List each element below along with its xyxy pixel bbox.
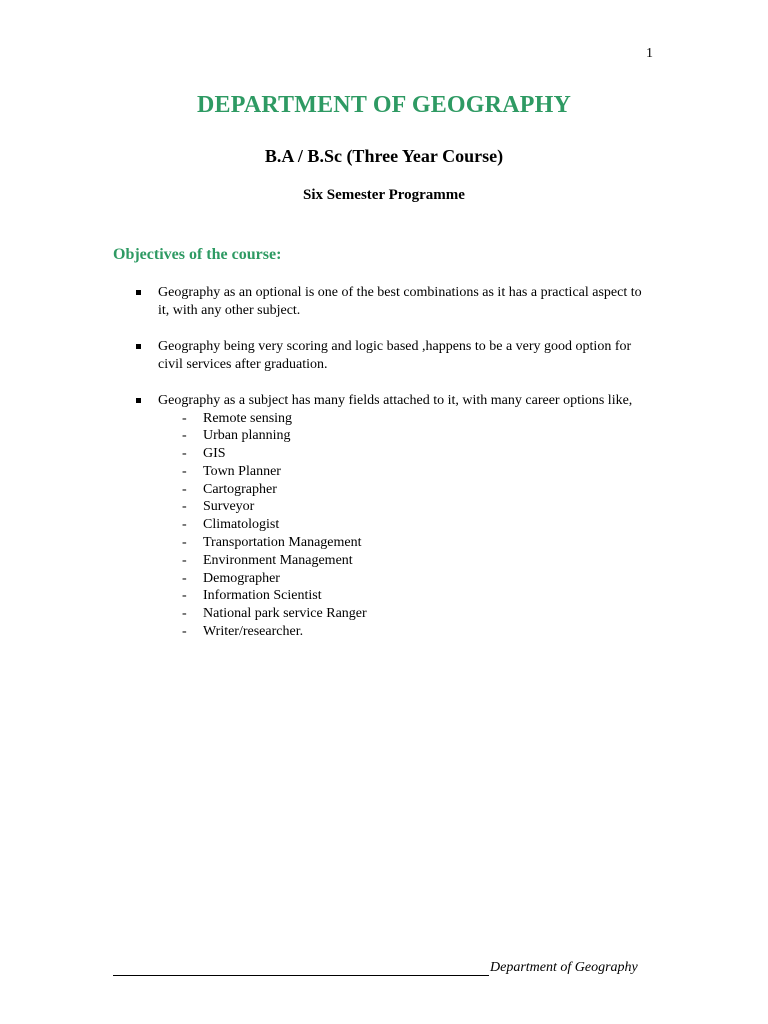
objective-text: Geography as a subject has many fields attached to it, with many career options like,	[158, 393, 633, 408]
square-bullet-icon	[136, 398, 141, 403]
page-number: 1	[646, 46, 653, 61]
career-dash: -	[182, 517, 187, 533]
course-title: B.A / B.Sc (Three Year Course)	[264, 146, 504, 166]
career-text: Transportation Management	[203, 535, 362, 551]
career-text: Cartographer	[203, 481, 277, 497]
career-item	[180, 570, 656, 588]
career-item	[180, 605, 656, 623]
career-text: Town Planner	[203, 463, 281, 479]
career-dash: -	[182, 428, 187, 444]
career-item	[180, 552, 656, 570]
career-item	[180, 498, 656, 516]
career-dash: -	[182, 606, 187, 622]
career-text: Remote sensing	[203, 410, 293, 426]
objective-text: Geography as an optional is one of the best combinations as it has a practical aspect to it, with any other subject.	[158, 285, 642, 318]
career-dash: -	[182, 410, 187, 426]
career-dash: -	[182, 463, 187, 479]
objectives-list	[136, 284, 656, 660]
career-item	[180, 516, 656, 534]
career-dash: -	[182, 499, 187, 515]
career-item	[180, 463, 656, 481]
career-text: Surveyor	[203, 499, 255, 515]
career-text: GIS	[203, 446, 226, 462]
career-item	[180, 587, 656, 605]
career-dash: -	[182, 588, 187, 604]
square-bullet-icon	[136, 290, 141, 295]
career-text: Information Scientist	[203, 588, 322, 604]
career-text: Environment Management	[203, 552, 353, 568]
career-text: Demographer	[203, 570, 280, 586]
career-text: Climatologist	[203, 517, 280, 533]
career-text: Writer/researcher.	[203, 624, 304, 640]
square-bullet-icon	[136, 344, 141, 349]
career-dash: -	[182, 552, 187, 568]
career-item	[180, 481, 656, 499]
career-item	[180, 427, 656, 445]
career-text: National park service Ranger	[203, 606, 367, 622]
career-item	[180, 445, 656, 463]
objective-item	[136, 392, 656, 641]
career-item	[180, 623, 656, 641]
career-dash: -	[182, 446, 187, 462]
career-dash: -	[182, 570, 187, 586]
footer-rule	[113, 975, 489, 976]
department-title: DEPARTMENT OF GEOGRAPHY	[197, 92, 571, 118]
career-dash: -	[182, 535, 187, 551]
career-item	[180, 410, 656, 428]
career-dash: -	[182, 624, 187, 640]
career-item	[180, 534, 656, 552]
footer-department: Department of Geography	[490, 960, 638, 975]
programme-subtitle: Six Semester Programme	[303, 187, 465, 203]
career-dash: -	[182, 481, 187, 497]
objective-item	[136, 284, 656, 319]
career-options-list	[180, 410, 656, 641]
objective-text: Geography being very scoring and logic based ,happens to be a very good option for civil services after graduation.	[158, 339, 632, 372]
objective-item	[136, 338, 656, 373]
career-text: Urban planning	[203, 428, 291, 444]
objectives-heading: Objectives of the course:	[113, 246, 282, 263]
